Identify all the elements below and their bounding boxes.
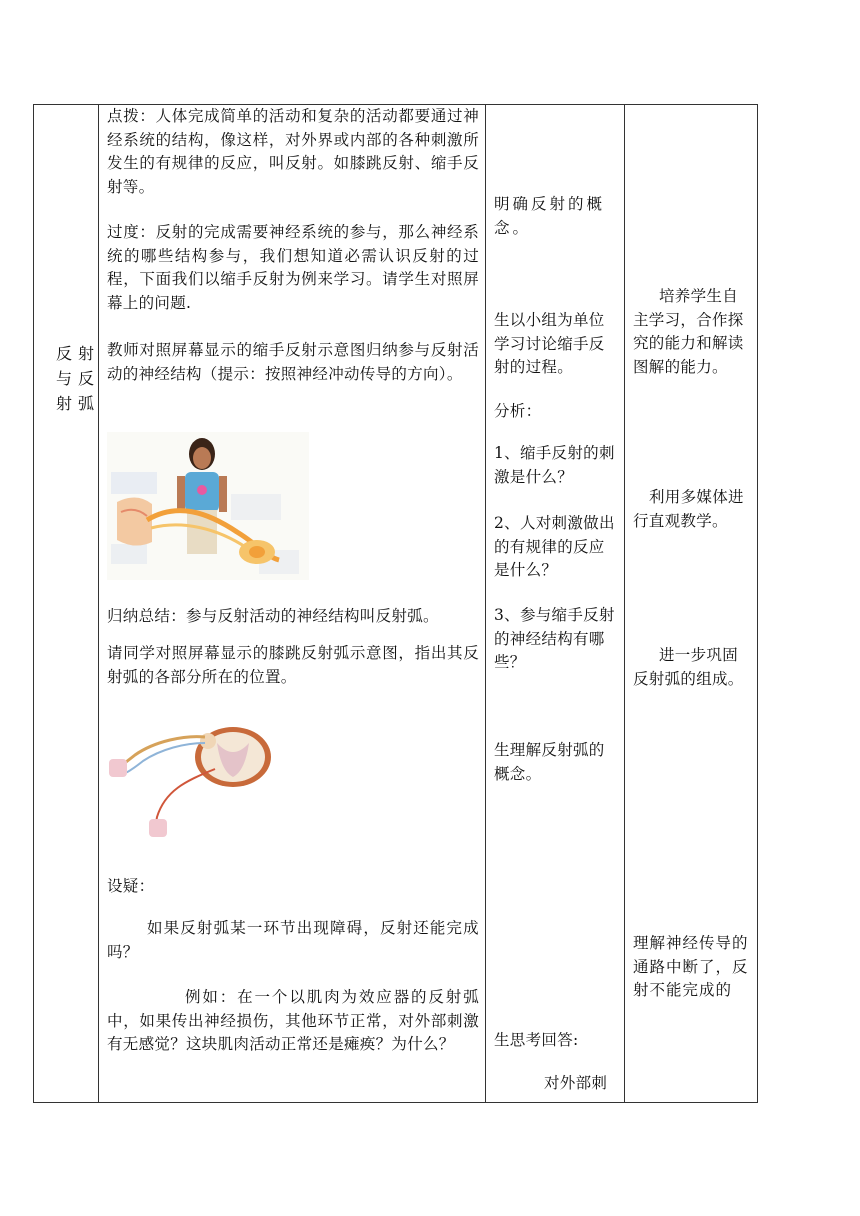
knee-jerk-reflex-arc-diagram bbox=[105, 721, 275, 845]
intent-note: 利用多媒体进行直观教学。 bbox=[633, 488, 744, 530]
student-note: 对外部刺 bbox=[544, 1074, 608, 1092]
transition-paragraph: 过度：反射的完成需要神经系统的参与，那么神经系统的哪些结构参与，我们想知道必需认识反射的过程，下面我们以缩手反射为例来学习。请学生对照屏幕上的问题. bbox=[107, 223, 479, 312]
lesson-plan-table bbox=[33, 104, 758, 1103]
student-question: 2、人对刺激做出的有规律的反应是什么？ bbox=[494, 514, 615, 579]
student-question: 1、缩手反射的刺激是什么？ bbox=[494, 444, 615, 486]
withdrawal-reflex-diagram bbox=[107, 432, 309, 580]
question-paragraph: 如果反射弧某一环节出现障碍，反射还能完成吗？ bbox=[107, 919, 479, 961]
intent-note: 培养学生自主学习，合作探究的能力和解读图解的能力。 bbox=[633, 287, 744, 376]
table-row bbox=[34, 105, 758, 1103]
teacher-activity-cell bbox=[99, 105, 486, 1103]
intent-note: 理解神经传导的通路中断了，反射不能完成的 bbox=[633, 934, 749, 999]
knee-reflex-prompt: 请同学对照屏幕显示的膝跳反射弧示意图，指出其反射弧的各部分所在的位置。 bbox=[107, 644, 479, 686]
student-activity-cell bbox=[486, 105, 625, 1103]
example-paragraph: 例如：在一个以肌肉为效应器的反射弧中，如果传出神经损伤，其他环节正常，对外部刺激有无感觉？这块肌肉活动正常还是瘫痪？为什么？ bbox=[107, 988, 479, 1053]
teacher-summary-paragraph: 教师对照屏幕显示的缩手反射示意图归纳参与反射活动的神经结构（提示：按照神经冲动传导的方向）。 bbox=[107, 341, 479, 383]
intent-note: 进一步巩固反射弧的组成。 bbox=[633, 646, 744, 688]
design-intent-cell bbox=[625, 105, 758, 1103]
section-cell bbox=[34, 105, 99, 1103]
student-note: 生理解反射弧的概念。 bbox=[494, 741, 605, 783]
question-heading: 设疑： bbox=[107, 877, 155, 895]
student-note: 生思考回答: bbox=[494, 1031, 579, 1049]
section-title: 反射与反射弧 bbox=[56, 344, 94, 413]
hint-paragraph: 点拨：人体完成简单的活动和复杂的活动都要通过神经系统的结构，像这样，对外界或内部的各种刺激所发生的有规律的反应，叫反射。如膝跳反射、缩手反射等。 bbox=[107, 107, 479, 196]
student-note: 分析： bbox=[494, 402, 542, 420]
student-note: 生以小组为单位学习讨论缩手反射的过程。 bbox=[494, 311, 605, 376]
summary-paragraph: 归纳总结：参与反射活动的神经结构叫反射弧。 bbox=[107, 607, 439, 625]
student-note: 明确反射的概念。 bbox=[494, 195, 606, 237]
student-question: 3、参与缩手反射的神经结构有哪些？ bbox=[494, 606, 615, 671]
